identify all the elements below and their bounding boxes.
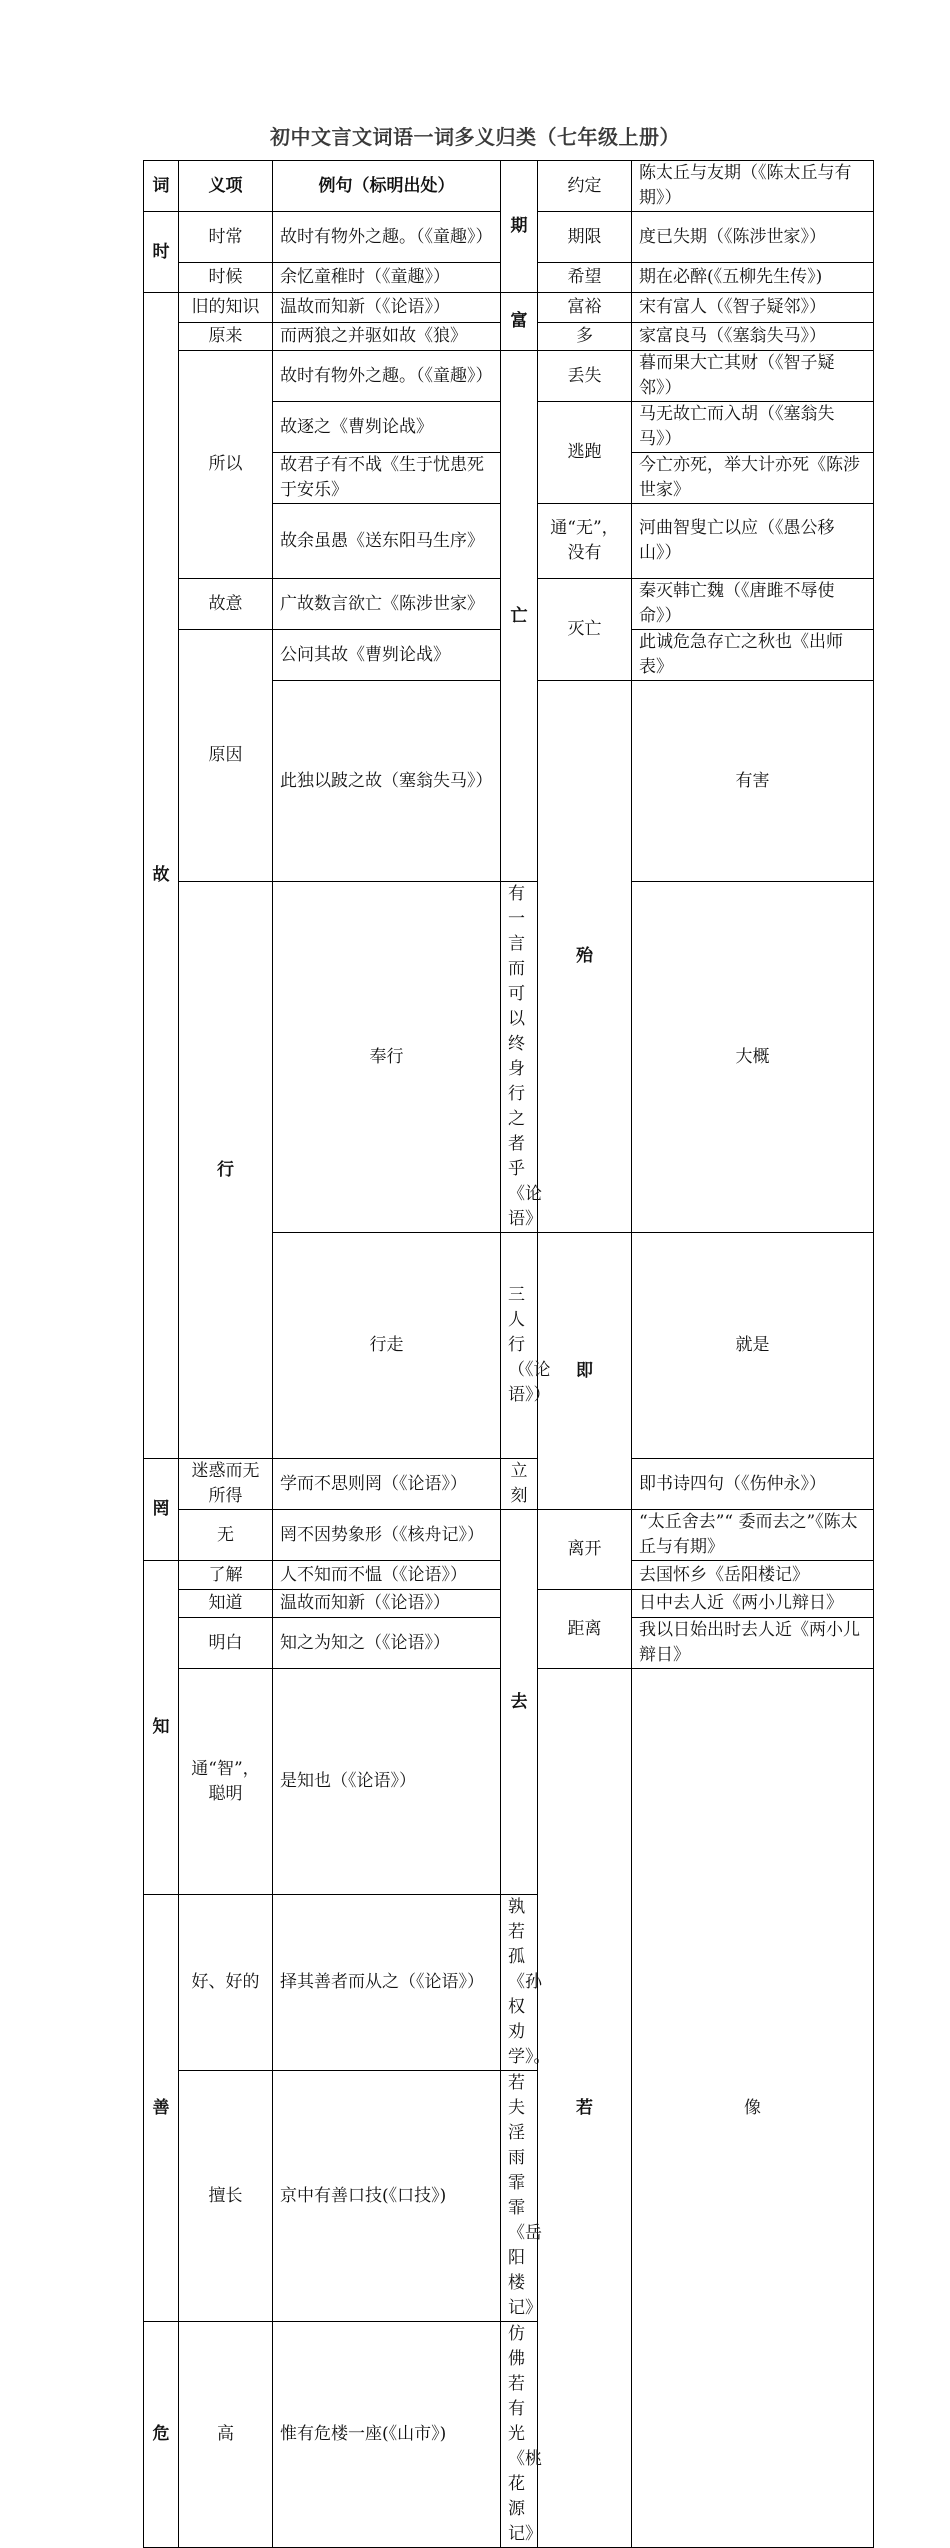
example-cell: 京中有善口技(《口技》) bbox=[273, 2071, 501, 2322]
meaning-cell: 距离 bbox=[538, 1590, 632, 1669]
example-cell: 秦灭韩亡魏（《唐雎不辱使命》） bbox=[632, 579, 874, 630]
example-cell: 故时有物外之趣。（《童趣》） bbox=[273, 212, 501, 263]
word-cell: 时 bbox=[144, 212, 179, 293]
example-cell: 故余虽愚《送东阳马生序》 bbox=[273, 504, 501, 579]
example-cell: 故逐之《曹刿论战》 bbox=[273, 402, 501, 453]
example-cell: 河曲智叟亡以应（《愚公移山》） bbox=[632, 504, 874, 579]
example-cell: 陈太丘与友期（《陈太丘与有期》） bbox=[632, 161, 874, 212]
example-cell: 仿佛若有光《桃花源记》 bbox=[501, 2322, 538, 2548]
meaning-cell: 奉行 bbox=[273, 882, 501, 1233]
example-cell: 知之为知之（《论语》） bbox=[273, 1618, 501, 1669]
meaning-cell: 了解 bbox=[179, 1561, 273, 1590]
example-cell: 余忆童稚时（《童趣》） bbox=[273, 263, 501, 293]
meaning-cell: 时候 bbox=[179, 263, 273, 293]
table-row bbox=[144, 882, 874, 1233]
word-cell: 故 bbox=[144, 293, 179, 1459]
header-word: 词 bbox=[144, 161, 179, 212]
header-example: 例句（标明出处） bbox=[273, 161, 501, 212]
word-cell: 去 bbox=[501, 1510, 538, 1895]
word-cell: 危 bbox=[144, 2322, 179, 2548]
word-cell: 富 bbox=[501, 293, 538, 351]
meaning-cell: 富裕 bbox=[538, 293, 632, 323]
meaning-cell: 行走 bbox=[273, 1233, 501, 1459]
example-cell: 若夫淫雨霏霏《岳阳楼记》 bbox=[501, 2071, 538, 2322]
example-cell: 广故数言欲亡《陈涉世家》 bbox=[273, 579, 501, 630]
example-cell: 暮而果大亡其财（《智子疑邻》） bbox=[632, 351, 874, 402]
example-cell: 今亡亦死，举大计亦死《陈涉世家》 bbox=[632, 453, 874, 504]
word-cell: 即 bbox=[538, 1233, 632, 1510]
example-cell: 宋有富人（《智子疑邻》） bbox=[632, 293, 874, 323]
example-cell: 学而不思则罔（《论语》） bbox=[273, 1459, 501, 1510]
example-cell: 期在必醉(《五柳先生传》) bbox=[632, 263, 874, 293]
meaning-cell: 立刻 bbox=[501, 1459, 538, 1510]
word-cell: 殆 bbox=[538, 681, 632, 1233]
meaning-cell: 迷惑而无所得 bbox=[179, 1459, 273, 1510]
meaning-cell: 期限 bbox=[538, 212, 632, 263]
table-row bbox=[144, 293, 874, 323]
table-row bbox=[144, 1510, 874, 1561]
meaning-cell: 大概 bbox=[632, 882, 874, 1233]
meaning-cell: 高 bbox=[179, 2322, 273, 2548]
example-cell: 有一言而可以终身行之者乎《论语》 bbox=[501, 882, 538, 1233]
header-meaning: 义项 bbox=[179, 161, 273, 212]
meaning-cell: 擅长 bbox=[179, 2071, 273, 2322]
word-cell: 若 bbox=[538, 1669, 632, 2548]
meaning-cell: 有害 bbox=[632, 681, 874, 882]
meaning-cell: 像 bbox=[632, 1669, 874, 2548]
word-cell: 善 bbox=[144, 1895, 179, 2322]
example-cell: 是知也（《论语》） bbox=[273, 1669, 501, 1895]
example-cell: 人不知而不愠（《论语》） bbox=[273, 1561, 501, 1590]
page-title: 初中文言文词语一词多义归类（七年级上册） bbox=[270, 125, 680, 149]
meaning-cell: 知道 bbox=[179, 1590, 273, 1618]
meaning-cell: 就是 bbox=[632, 1233, 874, 1459]
example-cell: 此独以跛之故（塞翁失马》） bbox=[273, 681, 501, 882]
meaning-cell: 所以 bbox=[179, 351, 273, 579]
meaning-cell: 希望 bbox=[538, 263, 632, 293]
meaning-cell: 原因 bbox=[179, 630, 273, 882]
polysemy-table bbox=[143, 160, 874, 2548]
example-cell: “太丘舍去”“ 委而去之”《陈太丘与有期》 bbox=[632, 1510, 874, 1561]
example-cell: 罔不因势象形（《核舟记》） bbox=[273, 1510, 501, 1561]
meaning-cell: 丢失 bbox=[538, 351, 632, 402]
example-cell: 温故而知新（《论语》） bbox=[273, 293, 501, 323]
example-cell: 马无故亡而入胡（《塞翁失马》） bbox=[632, 402, 874, 453]
example-cell: 孰若孤《孙权劝学》。 bbox=[501, 1895, 538, 2071]
meaning-cell: 旧的知识 bbox=[179, 293, 273, 323]
word-cell: 知 bbox=[144, 1561, 179, 1895]
example-cell: 择其善者而从之（《论语》） bbox=[273, 1895, 501, 2071]
meaning-cell: 无 bbox=[179, 1510, 273, 1561]
word-cell: 期 bbox=[501, 161, 538, 293]
example-cell: 故君子有不战《生于忧患死于安乐》 bbox=[273, 453, 501, 504]
example-cell: 温故而知新（《论语》） bbox=[273, 1590, 501, 1618]
example-cell: 故时有物外之趣。（《童趣》） bbox=[273, 351, 501, 402]
meaning-cell: 离开 bbox=[538, 1510, 632, 1590]
example-cell: 而两狼之并驱如故《狼》 bbox=[273, 323, 501, 351]
example-cell: 家富良马（《塞翁失马》） bbox=[632, 323, 874, 351]
meaning-cell: 故意 bbox=[179, 579, 273, 630]
table-row bbox=[144, 351, 874, 402]
example-cell: 我以日始出时去人近《两小儿辩日》 bbox=[632, 1618, 874, 1669]
example-cell: 惟有危楼一座(《山市》) bbox=[273, 2322, 501, 2548]
table-row bbox=[144, 1459, 874, 1510]
meaning-cell: 时常 bbox=[179, 212, 273, 263]
example-cell: 三人行（《论语》） bbox=[501, 1233, 538, 1459]
meaning-cell: 约定 bbox=[538, 161, 632, 212]
example-cell: 去国怀乡《岳阳楼记》 bbox=[632, 1561, 874, 1590]
word-cell: 罔 bbox=[144, 1459, 179, 1561]
word-cell: 亡 bbox=[501, 351, 538, 882]
meaning-cell: 明白 bbox=[179, 1618, 273, 1669]
example-cell: 公问其故《曹刿论战》 bbox=[273, 630, 501, 681]
example-cell: 日中去人近《两小儿辩日》 bbox=[632, 1590, 874, 1618]
word-cell: 行 bbox=[179, 882, 273, 1459]
table-row bbox=[144, 161, 874, 212]
meaning-cell: 通“无”，没有 bbox=[538, 504, 632, 579]
example-cell: 即书诗四句（《伤仲永》） bbox=[632, 1459, 874, 1510]
meaning-cell: 灭亡 bbox=[538, 579, 632, 681]
example-cell: 此诚危急存亡之秋也《出师表》 bbox=[632, 630, 874, 681]
meaning-cell: 多 bbox=[538, 323, 632, 351]
meaning-cell: 通“智”，聪明 bbox=[179, 1669, 273, 1895]
meaning-cell: 好、好的 bbox=[179, 1895, 273, 2071]
example-cell: 度已失期（《陈涉世家》） bbox=[632, 212, 874, 263]
meaning-cell: 逃跑 bbox=[538, 402, 632, 504]
meaning-cell: 原来 bbox=[179, 323, 273, 351]
